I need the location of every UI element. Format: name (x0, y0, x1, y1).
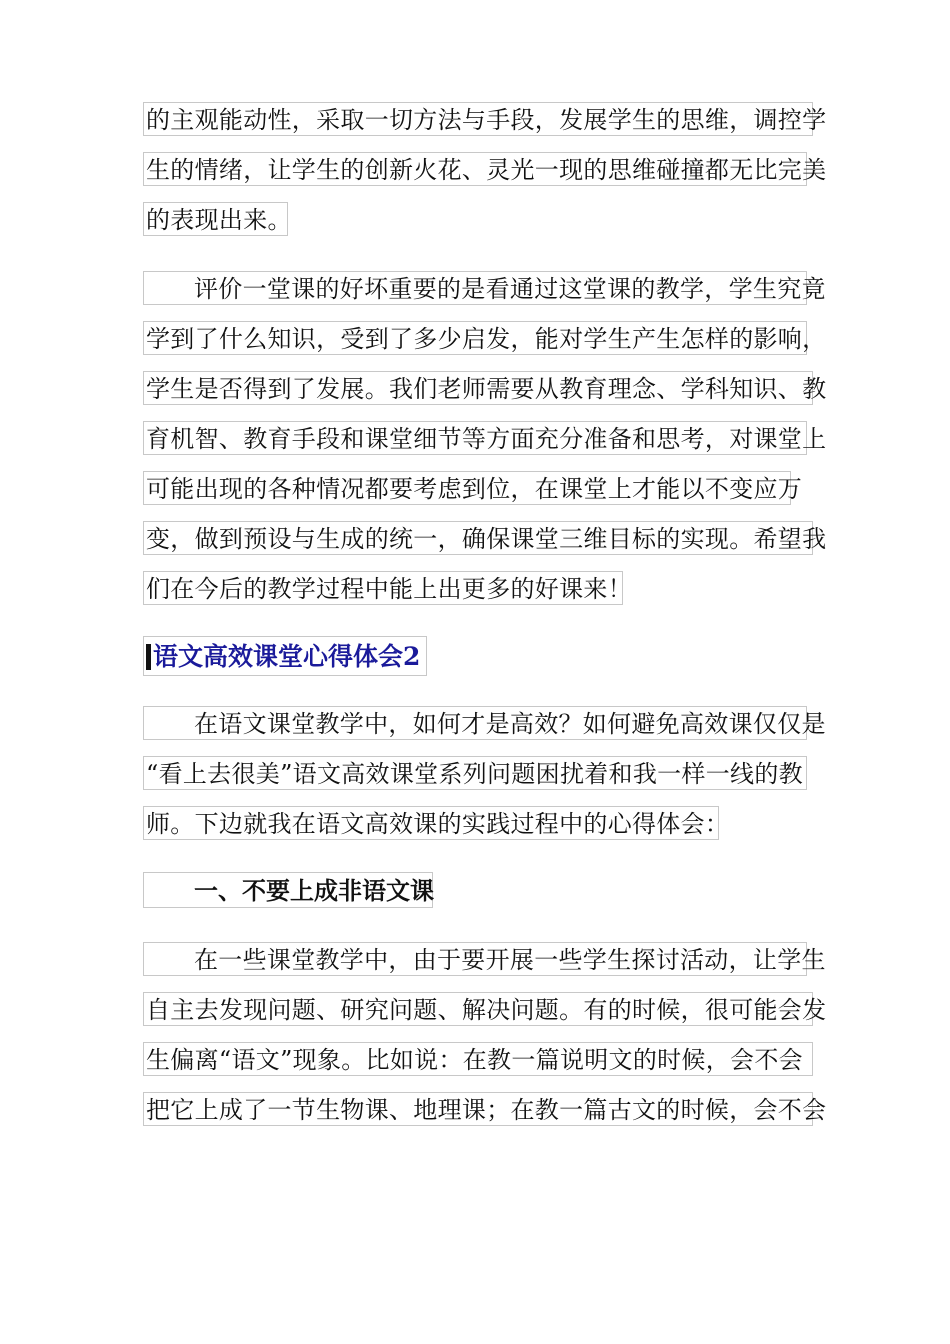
paragraph-1-line-2: 生的情绪，让学生的创新火花、灵光一现的思维碰撞都无比完美 (143, 152, 807, 186)
paragraph-2-line-6: 变，做到预设与生成的统一，确保课堂三维目标的实现。希望我 (143, 521, 813, 555)
paragraph-4-line-3: 生偏离“语文”现象。比如说：在教一篇说明文的时候，会不会 (143, 1042, 813, 1076)
section-heading-text: 语文高效课堂心得体会2 (153, 642, 421, 671)
paragraph-2-line-1: 评价一堂课的好坏重要的是看通过这堂课的教学，学生究竟 (143, 271, 807, 305)
paragraph-2-line-5: 可能出现的各种情况都要考虑到位，在课堂上才能以不变应万 (143, 471, 791, 505)
paragraph-2-line-7: 们在今后的教学过程中能上出更多的好课来！ (143, 571, 623, 605)
paragraph-3-line-2: “看上去很美”语文高效课堂系列问题困扰着和我一样一线的教 (143, 756, 807, 790)
paragraph-4-line-2: 自主去发现问题、研究问题、解决问题。有的时候，很可能会发 (143, 992, 813, 1026)
section-heading (143, 636, 427, 676)
paragraph-3-line-3: 师。下边就我在语文高效课的实践过程中的心得体会： (143, 806, 719, 840)
paragraph-2-line-2: 学到了什么知识，受到了多少启发，能对学生产生怎样的影响， (143, 321, 807, 355)
paragraph-1-line-3: 的表现出来。 (143, 202, 288, 236)
subheading: 一、不要上成非语文课 (143, 872, 433, 908)
paragraph-4-line-1: 在一些课堂教学中，由于要开展一些学生探讨活动，让学生 (143, 942, 807, 976)
paragraph-1-line-1: 的主观能动性，采取一切方法与手段，发展学生的思维，调控学 (143, 102, 813, 136)
paragraph-3-line-1: 在语文课堂教学中，如何才是高效？如何避免高效课仅仅是 (143, 706, 807, 740)
paragraph-2-line-3: 学生是否得到了发展。我们老师需要从教育理念、学科知识、教 (143, 371, 813, 405)
heading-bar-icon (146, 644, 151, 670)
paragraph-4-line-4: 把它上成了一节生物课、地理课；在教一篇古文的时候，会不会 (143, 1092, 813, 1126)
paragraph-2-line-4: 育机智、教育手段和课堂细节等方面充分准备和思考，对课堂上 (143, 421, 807, 455)
